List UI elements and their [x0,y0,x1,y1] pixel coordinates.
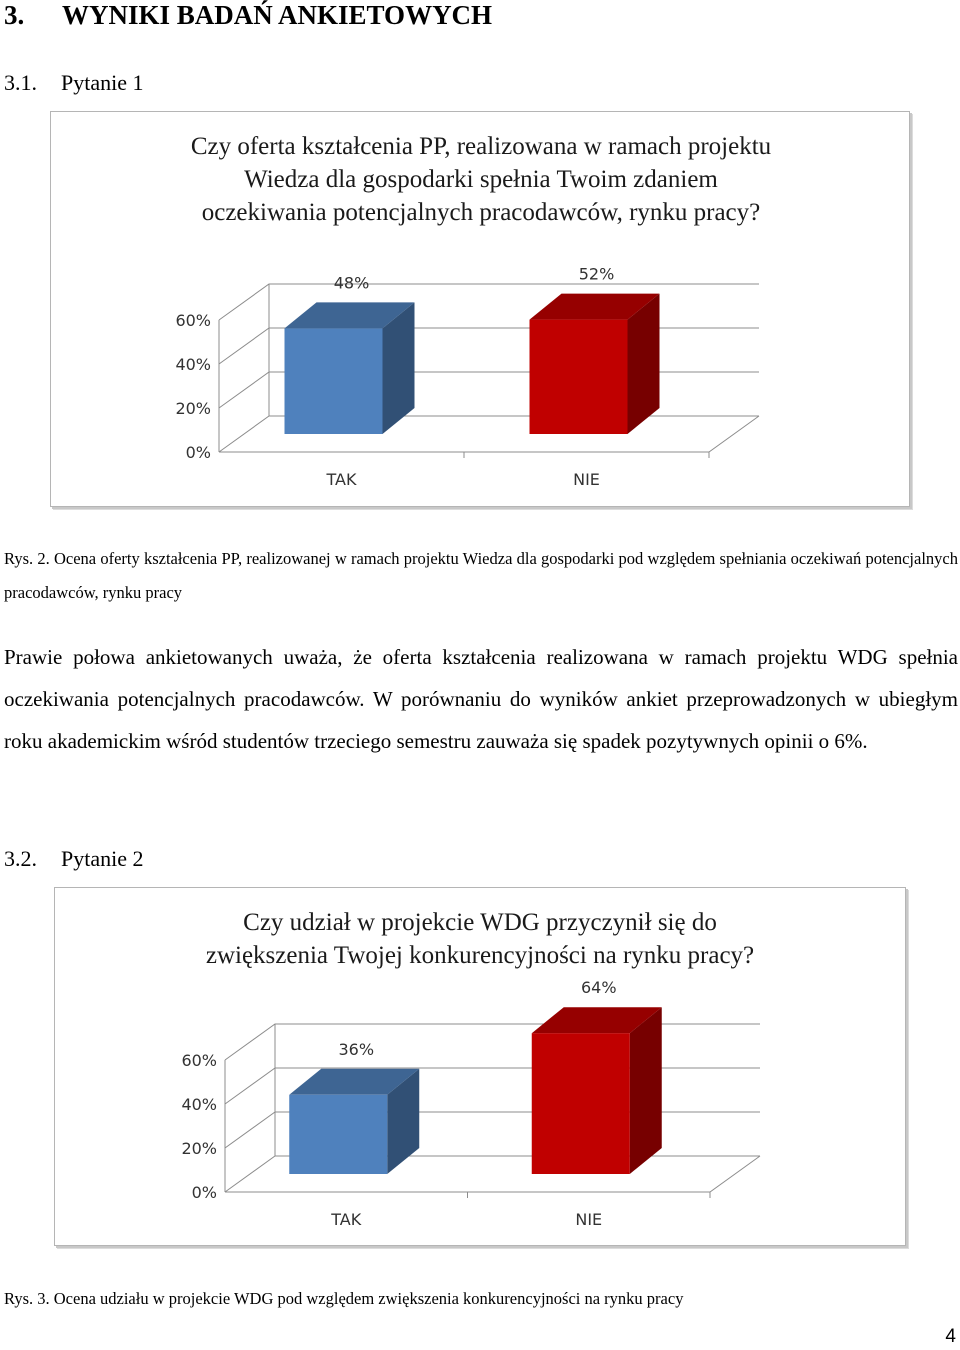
chart-1-svg [51,112,909,506]
chart-title-line: Czy udział w projekcie WDG przyczynił się do [243,909,717,936]
gridline [219,284,759,320]
value-label: 64% [580,978,617,998]
bar-tak [289,1069,419,1174]
category-label: TAK [326,470,357,489]
y-tick-label: 40% [181,1095,217,1114]
section-title-1: Pytanie 1 [61,70,144,95]
value-label: 36% [338,1039,375,1059]
y-tick-label: 40% [175,355,211,374]
y-tick-label: 60% [181,1051,217,1070]
section-heading-1 [4,70,144,96]
category-label: NIE [573,470,600,489]
main-heading-title: WYNIKI BADAŃ ANKIETOWYCH [62,0,493,30]
category-label: TAK [331,1210,362,1229]
figure-caption-1: Rys. 2. Ocena oferty kształcenia PP, realizowanej w ramach projektu Wiedza dla gospodarki pod względem spełniania oczekiwań potencjalnych pracodawców, rynku pracy [4,549,958,602]
main-heading-number: 3. [4,0,25,30]
chart-1 [50,111,910,507]
body-paragraph: Prawie połowa ankietowanych uważa, że oferta kształcenia realizowana w ramach projektu WDG spełnia oczekiwania potencjalnych pracodawców. W porównaniu do wyników ankiet przeprowadzonych w ubiegłym roku akademickim wśród studentów trzeciego semestru zauważa się spadek pozytywnych opinii o 6%. [4,645,958,753]
bar-front [285,328,383,434]
chart-2 [54,887,906,1246]
gridline [225,1024,760,1060]
chart-title-line: oczekiwania potencjalnych pracodawców, rynku pracy? [201,199,761,226]
bar-side [630,1007,662,1174]
section-number-2: 3.2. [4,846,37,871]
bar-front [532,1033,630,1174]
chart-title-line: Wiedza dla gospodarki spełnia Twoim zdaniem [244,166,718,193]
chart-2-svg [55,888,905,1245]
bar-nie [530,294,660,434]
bar-nie [532,1007,662,1174]
section-heading-2 [4,846,144,872]
y-tick-label: 0% [191,1183,217,1202]
section-number-1: 3.1. [4,70,37,95]
category-label: NIE [575,1210,603,1229]
bar-front [530,320,628,434]
y-tick-label: 60% [175,311,211,330]
value-label: 52% [578,264,615,284]
y-tick-label: 20% [175,399,211,418]
chart-title-line: zwiększenia Twojej konkurencyjności na rynku pracy? [205,942,755,969]
main-heading [4,0,492,31]
chart-title-line: Czy oferta kształcenia PP, realizowana w ramach projektu [190,133,772,160]
figure-caption-2: Rys. 3. Ocena udziału w projekcie WDG pod względem zwiększenia konkurencyjności na rynku pracy [4,1289,684,1308]
bar-front [289,1095,387,1174]
y-tick-label: 0% [185,443,211,462]
page-number: 4 [945,1326,956,1347]
y-tick-label: 20% [181,1139,217,1158]
section-title-2: Pytanie 2 [61,846,144,871]
bar-tak [285,302,415,434]
value-label: 48% [333,273,370,293]
